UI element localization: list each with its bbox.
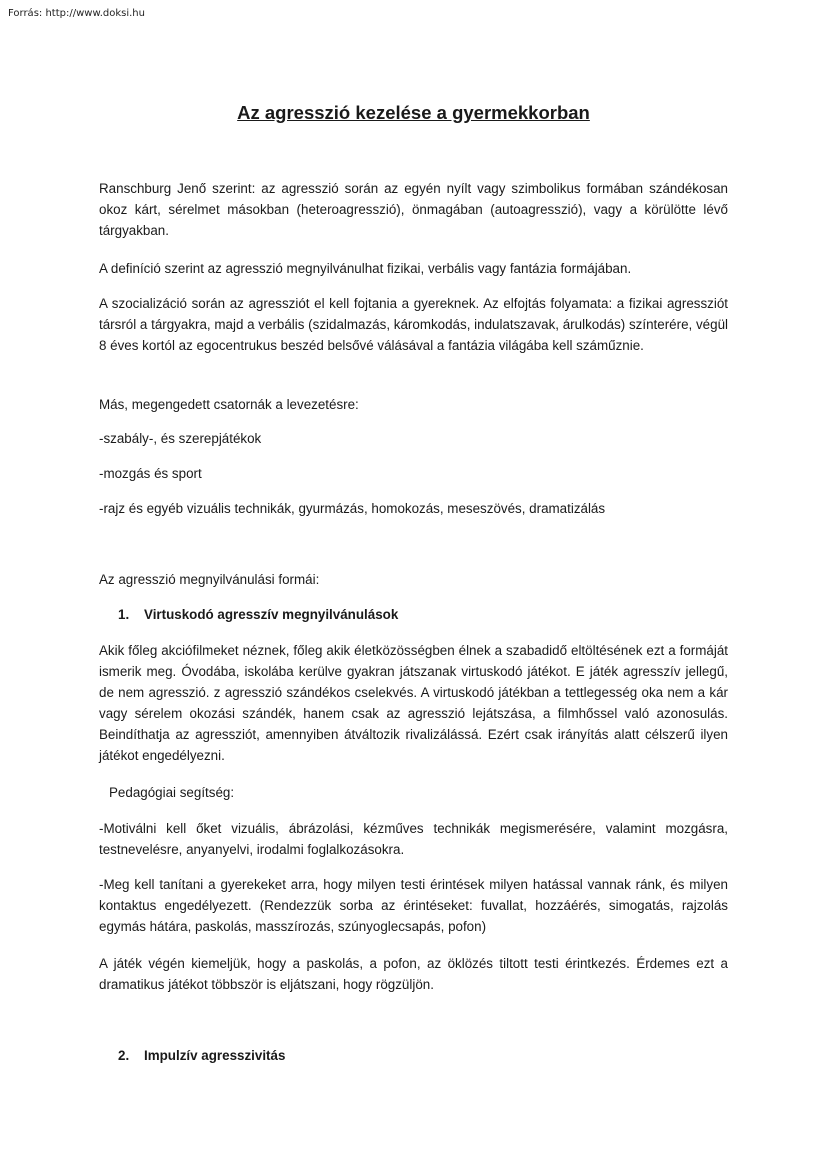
paragraph-manifestations: Az agresszió megnyilvánulási formái:: [99, 572, 320, 587]
section-number: 2.: [118, 1048, 130, 1063]
paragraph-motivate: -Motiválni kell őket vizuális, ábrázolási, kézműves technikák megismerésére, valamint mozgásra, testnevelésre, anyanyelvi, irodalmi foglalkozásokra.: [99, 821, 728, 857]
paragraph-channels-intro: Más, megengedett csatornák a levezetésre:: [99, 397, 359, 412]
list-item-sport: -mozgás és sport: [99, 466, 202, 481]
section-title: Impulzív agresszivitás: [144, 1048, 286, 1063]
section-title: Virtuskodó agresszív megnyilvánulások: [144, 607, 399, 622]
paragraph-forms: A definíció szerint az agresszió megnyilvánulhat fizikai, verbális vagy fantázia formájában.: [99, 261, 632, 276]
list-item-visual: -rajz és egyéb vizuális technikák, gyurmázás, homokozás, meseszövés, dramatizálás: [99, 501, 606, 516]
paragraph-pedagogical-help: Pedagógiai segítség:: [109, 785, 235, 800]
section-heading-2: [118, 1045, 285, 1066]
section-number: 1.: [118, 607, 130, 622]
document-title: Az agresszió kezelése a gyermekkorban: [237, 102, 590, 123]
section-heading-1: [118, 604, 398, 625]
list-item-games: -szabály-, és szerepjátékok: [99, 431, 262, 446]
paragraph-game-end: A játék végén kiemeljük, hogy a paskolás, a pofon, az öklözés tiltott testi érintkezés. Érdemes ezt a dramatikus játékot többször is eljátszani, hogy rögzüljön.: [99, 956, 728, 992]
paragraph-touches: -Meg kell tanítani a gyerekeket arra, hogy milyen testi érintések milyen hatással vannak ránk, és milyen kontaktus engedélyezett. (Rendezzük sorba az érintéseket: fuvallat, hozzáérés, simogatás, rajzolás egymás hátára, paskolás, masszírozás, szúnyoglecsapás, pofon): [99, 877, 728, 934]
paragraph-definition: Ranschburg Jenő szerint: az agresszió során az egyén nyílt vagy szimbolikus formában szándékosan okoz kárt, sérelmet másokban (heteroagresszió), önmagában (autoagresszió), vagy a körülötte lévő tárgyakban.: [99, 181, 728, 238]
paragraph-action-films: Akik főleg akciófilmeket néznek, főleg akik életközösségben élnek a szabadidő eltöltésének ezt a formáját ismerik meg. Óvodába, iskolába kerülve gyakran játszanak virtuskodó játékot. E játék agresszív jellegű, de nem agresszió. z agresszió szándékos cselekvés. A virtuskodó játékban a tettlegesség oka nem a kár vagy sérelem okozási szándék, hanem csak az agresszió lejátszása, a filmhőssel való azonosulás. Beindíthatja az agressziót, amennyiben átváltozik rivalizálássá. Ezért csak irányítás alatt célszerű ilyen játékot engedélyezni.: [99, 643, 728, 763]
source-url: Forrás: http://www.doksi.hu: [8, 8, 145, 19]
paragraph-socialization: A szocializáció során az agressziót el kell fojtania a gyereknek. Az elfojtás folyamata: a fizikai agressziót társról a tárgyakra, majd a verbális (szidalmazás, káromkodás, indulatszavak, árulkodás) színterére, végül 8 éves kortól az egocentrukus beszéd belsővé válásával a fantázia világába kell száműznie.: [99, 296, 728, 353]
